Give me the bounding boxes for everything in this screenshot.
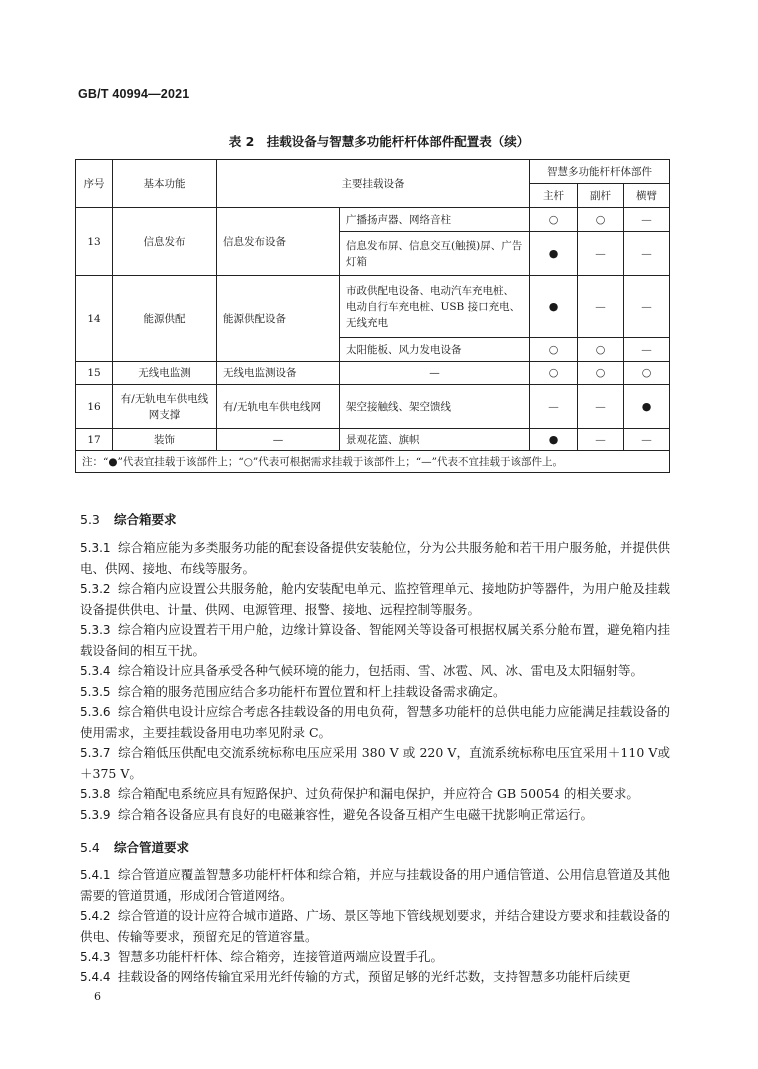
standard-code: GB/T 40994—2021	[78, 87, 190, 101]
clause-5-3-4	[80, 661, 670, 682]
cell-basic-function: 装饰	[113, 429, 217, 451]
clause-5-3-3	[80, 620, 670, 661]
cell-device-item: —	[340, 362, 530, 385]
mark-main: ○	[530, 208, 578, 232]
table-row	[76, 276, 670, 338]
mark-sub: —	[578, 276, 624, 338]
clause-text: 综合箱配电系统应具有短路保护、过负荷保护和漏电保护，并应符合 GB 50054 的相关要求。	[118, 786, 639, 801]
cell-basic-function: 有/无轨电车供电线网支撑	[113, 385, 217, 429]
clause-text: 综合箱设计应具备承受各种气候环境的能力，包括雨、雪、冰雹、风、冰、雷电及太阳辐射等。	[118, 663, 644, 678]
clause-text: 综合箱低压供配电交流系统标称电压应采用 380 V 或 220 V，直流系统标称电压宜采用＋110 V或＋375 V。	[80, 745, 670, 781]
clause-number: 5.4.1	[80, 868, 111, 882]
table-note: 注：“●”代表宜挂载于该部件上；“○”代表可根据需求挂载于该部件上；“—”代表不宜挂载于该部件上。	[76, 451, 670, 473]
page-number: 6	[94, 990, 101, 1003]
header-part-sub: 副杆	[578, 184, 624, 208]
cell-device-item: 太阳能板、风力发电设备	[340, 338, 530, 362]
cell-device-item: 广播扬声器、网络音柱	[340, 208, 530, 232]
clause-5-3-5	[80, 682, 670, 703]
section-heading-5-4	[80, 838, 189, 856]
mark-arm: —	[624, 276, 670, 338]
cell-basic-function: 能源供配	[113, 276, 217, 362]
table-row	[76, 429, 670, 451]
header-seq: 序号	[76, 160, 113, 208]
mark-main: ○	[530, 362, 578, 385]
clause-5-4-2	[80, 906, 670, 947]
cell-device: 能源供配设备	[217, 276, 340, 362]
cell-device: 信息发布设备	[217, 208, 340, 276]
mark-arm: ●	[624, 385, 670, 429]
clause-number: 5.3.6	[80, 705, 111, 719]
clause-5-3-9	[80, 805, 670, 826]
mark-main: ●	[530, 276, 578, 338]
clause-5-3-8	[80, 784, 670, 805]
cell-device: 有/无轨电车供电线网	[217, 385, 340, 429]
cell-basic-function: 信息发布	[113, 208, 217, 276]
mark-arm: —	[624, 208, 670, 232]
header-part-main: 主杆	[530, 184, 578, 208]
mark-main: ○	[530, 338, 578, 362]
mark-sub: ○	[578, 208, 624, 232]
cell-basic-function: 无线电监测	[113, 362, 217, 385]
header-basic-function: 基本功能	[113, 160, 217, 208]
mark-sub: ○	[578, 338, 624, 362]
clause-text: 挂载设备的网络传输宜采用光纤传输的方式，预留足够的光纤芯数，支持智慧多功能杆后续更	[118, 969, 631, 984]
table-title: 表 2 挂载设备与智慧多功能杆杆体部件配置表（续）	[228, 134, 530, 149]
clause-number: 5.4.4	[80, 970, 111, 984]
table-row	[76, 208, 670, 232]
cell-seq: 14	[76, 276, 113, 362]
cell-seq: 17	[76, 429, 113, 451]
clause-5-4-4	[80, 967, 670, 987]
mark-main: ●	[530, 429, 578, 451]
clause-number: 5.3.8	[80, 787, 111, 801]
clause-number: 5.3.4	[80, 664, 111, 678]
mark-sub: —	[578, 429, 624, 451]
clause-number: 5.3.1	[80, 541, 111, 555]
clause-text: 综合管道应覆盖智慧多功能杆杆体和综合箱，并应与挂载设备的用户通信管道、公用信息管道及其他需要的管道贯通，形成闭合管道网络。	[80, 867, 670, 903]
cell-device-item: 架空接触线、架空馈线	[340, 385, 530, 429]
section-number: 5.3	[80, 512, 100, 527]
mark-arm: ○	[624, 362, 670, 385]
section-title: 综合箱要求	[114, 512, 177, 527]
clause-5-4-1	[80, 865, 670, 906]
header-part-arm: 横臂	[624, 184, 670, 208]
clause-text: 综合箱内应设置若干用户舱，边缘计算设备、智能网关等设备可根据权属关系分舱布置，避免箱内挂载设备间的相互干扰。	[80, 622, 670, 658]
cell-device: 无线电监测设备	[217, 362, 340, 385]
mark-sub: ○	[578, 362, 624, 385]
clause-text: 综合箱各设备应具有良好的电磁兼容性，避免各设备互相产生电磁干扰影响正常运行。	[118, 807, 594, 822]
clause-5-3-2	[80, 579, 670, 620]
clause-5-3-7	[80, 743, 670, 784]
header-main-devices: 主要挂载设备	[217, 160, 530, 208]
section-heading-5-3	[80, 510, 177, 528]
clause-number: 5.3.7	[80, 746, 111, 760]
mark-sub: —	[578, 232, 624, 276]
clause-text: 综合箱内应设置公共服务舱，舱内安装配电单元、监控管理单元、接地防护等器件，为用户舱及挂载设备提供供电、计量、供网、电源管理、报警、接地、远程控制等服务。	[80, 581, 670, 617]
clause-number: 5.4.3	[80, 950, 111, 964]
configuration-table	[75, 159, 670, 473]
clause-text: 智慧多功能杆杆体、综合箱旁，连接管道两端应设置手孔。	[118, 949, 444, 964]
clause-5-4-3	[80, 947, 670, 968]
clause-text: 综合箱供电设计应综合考虑各挂载设备的用电负荷，智慧多功能杆的总供电能力应能满足挂载设备的使用需求，主要挂载设备用电功率见附录 C。	[80, 704, 670, 740]
clause-number: 5.3.9	[80, 808, 111, 822]
header-pole-parts: 智慧多功能杆杆体部件	[530, 160, 670, 184]
mark-arm: —	[624, 232, 670, 276]
mark-sub: —	[578, 385, 624, 429]
clause-5-3-1	[80, 538, 670, 579]
cell-device: —	[217, 429, 340, 451]
mark-main: —	[530, 385, 578, 429]
clause-number: 5.3.2	[80, 582, 111, 596]
clause-number: 5.3.3	[80, 623, 111, 637]
clause-text: 综合管道的设计应符合城市道路、广场、景区等地下管线规划要求，并结合建设方要求和挂载设备的供电、传输等要求，预留充足的管道容量。	[80, 908, 670, 944]
clause-text: 综合箱应能为多类服务功能的配套设备提供安装舱位，分为公共服务舱和若干用户服务舱，并提供供电、供网、接地、布线等服务。	[80, 540, 670, 576]
table-row	[76, 385, 670, 429]
section-number: 5.4	[80, 840, 100, 855]
cell-device-item: 市政供配电设备、电动汽车充电桩、电动自行车充电桩、USB 接口充电、无线充电	[340, 276, 530, 338]
clause-number: 5.3.5	[80, 685, 111, 699]
cell-seq: 15	[76, 362, 113, 385]
clause-text: 综合箱的服务范围应结合多功能杆布置位置和杆上挂载设备需求确定。	[118, 684, 506, 699]
cell-seq: 13	[76, 208, 113, 276]
clause-number: 5.4.2	[80, 909, 111, 923]
table-row	[76, 362, 670, 385]
mark-arm: —	[624, 338, 670, 362]
section-title: 综合管道要求	[114, 840, 190, 855]
mark-arm: —	[624, 429, 670, 451]
cell-device-item: 景观花篮、旗帜	[340, 429, 530, 451]
cell-seq: 16	[76, 385, 113, 429]
cell-device-item: 信息发布屏、信息交互(触摸)屏、广告灯箱	[340, 232, 530, 276]
clause-5-3-6	[80, 702, 670, 743]
mark-main: ●	[530, 232, 578, 276]
